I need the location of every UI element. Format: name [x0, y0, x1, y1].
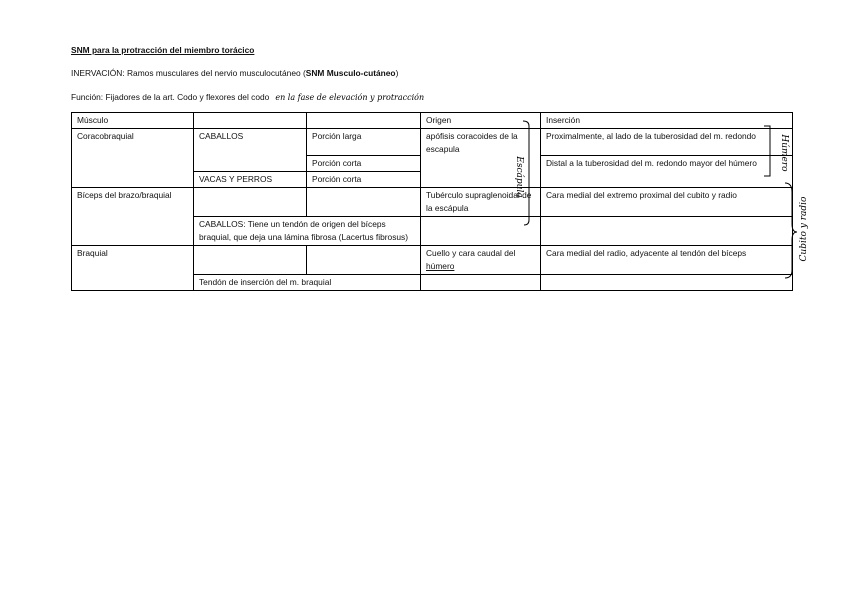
header-origin: Origen — [421, 113, 541, 129]
cell-biceps-insertion: Cara medial del extremo proximal del cubito y radio — [541, 188, 793, 217]
cell-empty — [194, 246, 307, 275]
cell-empty — [421, 275, 541, 291]
cell-empty — [194, 188, 307, 217]
cell-porcion-corta: Porción corta — [307, 156, 421, 172]
cell-porcion-larga: Porción larga — [307, 129, 421, 156]
header-col2 — [194, 113, 307, 129]
cubito-radio-bracket — [782, 180, 800, 280]
cell-braquial-insertion: Cara medial del radio, adyacente al tendón del bíceps — [541, 246, 793, 275]
cell-empty — [307, 246, 421, 275]
table-row — [72, 188, 793, 217]
cell-empty — [541, 275, 793, 291]
humero-bracket — [762, 124, 774, 180]
table-header-row — [72, 113, 793, 129]
cell-porcion-corta-2: Porción corta — [307, 172, 421, 188]
innervation-suffix: ) — [395, 68, 399, 78]
braquial-origin-text: Cuello y cara caudal del — [426, 248, 516, 258]
escapula-annotation: Escápula — [514, 156, 524, 198]
document-title: SNM para la protracción del miembro torácico — [71, 45, 255, 55]
cell-empty — [307, 188, 421, 217]
cell-caballos: CABALLOS — [194, 129, 307, 172]
table-row — [72, 129, 793, 156]
cell-empty — [541, 217, 793, 246]
cell-biceps-note: CABALLOS: Tiene un tendón de origen del bíceps braquial, que deja una lámina fibrosa (Lacertus fibrosus) — [194, 217, 421, 246]
innervation-line — [71, 68, 398, 78]
cell-biceps: Bíceps del brazo/braquial — [72, 188, 194, 246]
cell-braquial-origin — [421, 246, 541, 275]
braquial-origin-humero: húmero — [426, 261, 455, 271]
cell-coracobraquial: Coracobraquial — [72, 129, 194, 188]
cell-braquial: Braquial — [72, 246, 194, 291]
cell-coraco-origin: apófisis coracoides de la escapula — [421, 129, 541, 188]
cell-coraco-insertion-1: Proximalmente, al lado de la tuberosidad del m. redondo — [541, 129, 793, 156]
function-line — [71, 92, 424, 102]
cell-coraco-insertion-2: Distal a la tuberosidad del m. redondo mayor del húmero — [541, 156, 793, 188]
innervation-bold: SNM Musculo-cutáneo — [305, 68, 396, 78]
humero-annotation: Húmero — [779, 134, 789, 172]
header-insertion: Inserción — [541, 113, 793, 129]
cell-biceps-origin: Tubérculo supraglenoidal de la escápula — [421, 188, 541, 217]
cubito-radio-annotation: Cubito y radio — [799, 196, 809, 262]
cell-vacas-perros: VACAS Y PERROS — [194, 172, 307, 188]
function-handwritten-note: en la fase de elevación y protracción — [275, 93, 425, 102]
cell-braquial-tendon: Tendón de inserción del m. braquial — [194, 275, 421, 291]
innervation-prefix: INERVACIÓN: Ramos musculares del nervio musculocutáneo ( — [71, 68, 306, 78]
header-col3 — [307, 113, 421, 129]
header-muscle: Músculo — [72, 113, 194, 129]
function-text: Función: Fijadores de la art. Codo y flexores del codo — [71, 92, 270, 102]
muscle-table — [71, 112, 793, 291]
table-row — [72, 246, 793, 275]
